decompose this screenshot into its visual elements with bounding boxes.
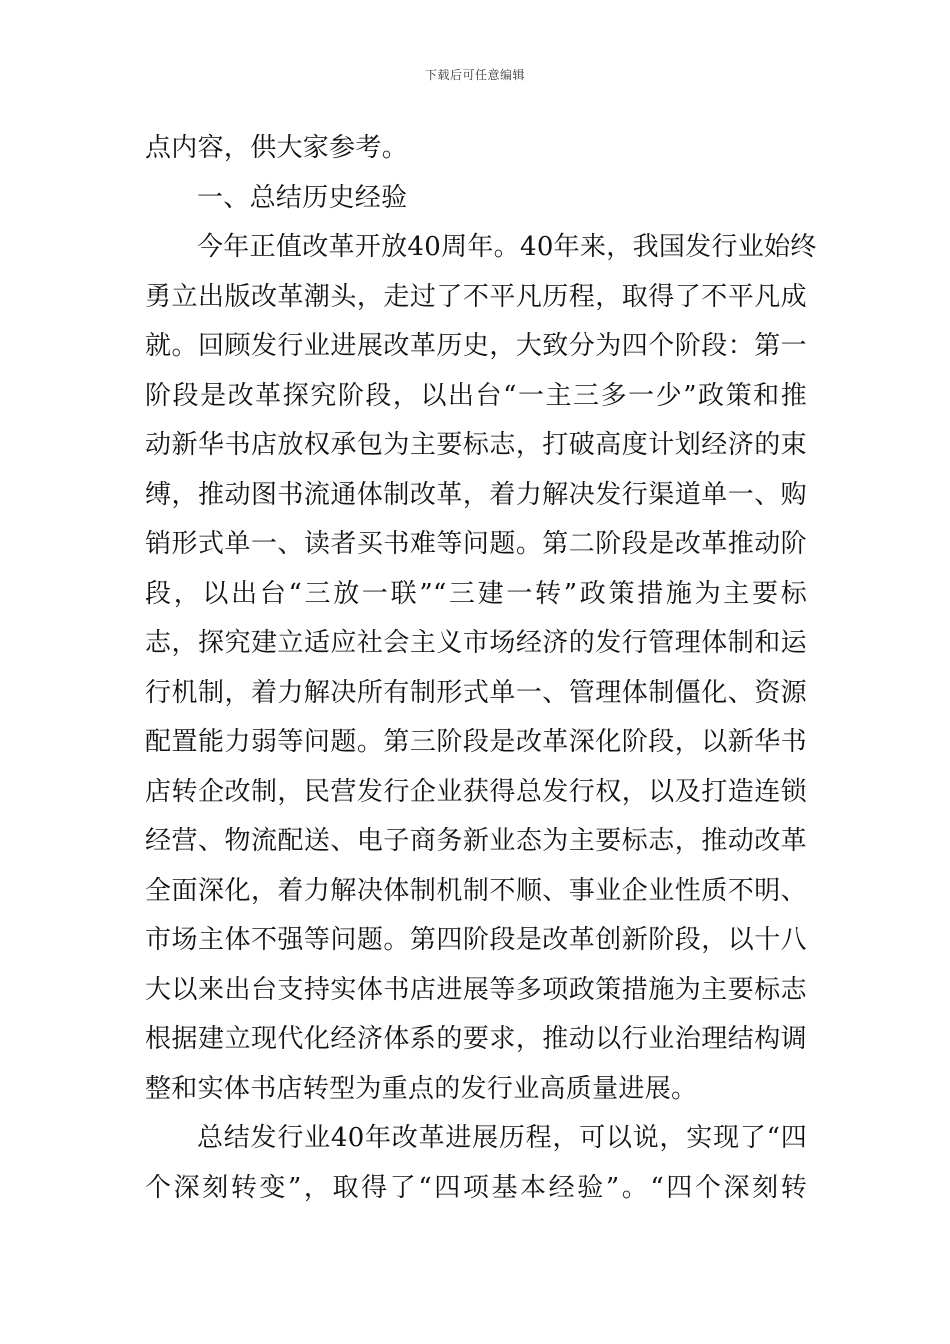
paragraph-line: 段，以出台“三放一联”“三建一转”政策措施为主要标: [145, 578, 807, 609]
paragraph-line: 行机制，着力解决所有制形式单一、管理体制僵化、资源: [145, 677, 807, 708]
paragraph-line: 总结发行业40年改革进展历程，可以说，实现了“四: [197, 1123, 807, 1153]
paragraph-line: 经营、物流配送、电子商务新业态为主要标志，推动改革: [145, 826, 807, 856]
paragraph-line: 动新华书店放权承包为主要标志，打破高度计划经济的束: [145, 430, 807, 460]
paragraph-line: 整和实体书店转型为重点的发行业高质量进展。: [145, 1073, 698, 1104]
document-body: [145, 124, 817, 1213]
paragraph-line: 勇立出版改革潮头，走过了不平凡历程，取得了不平凡成: [145, 281, 807, 312]
paragraph-line: 阶段是改革探究阶段，以出台“一主三多一少”政策和推: [145, 380, 807, 411]
paragraph-line: 店转企改制，民营发行企业获得总发行权，以及打造连锁: [145, 776, 807, 807]
paragraph-line: 就。回顾发行业进展改革历史，大致分为四个阶段：第一: [145, 331, 807, 361]
paragraph-line: 大以来出台支持实体书店进展等多项政策措施为主要标志: [145, 974, 807, 1005]
paragraph-line: 全面深化，着力解决体制机制不顺、事业企业性质不明、: [145, 875, 807, 906]
paragraph-line: 配置能力弱等问题。第三阶段是改革深化阶段，以新华书: [145, 727, 807, 757]
section-heading: 一、总结历史经验: [197, 182, 408, 213]
paragraph-line: 缚，推动图书流通体制改革，着力解决发行渠道单一、购: [145, 479, 807, 510]
header-note: 下载后可任意编辑: [424, 68, 525, 82]
paragraph-line: 今年正值改革开放40周年。40年来，我国发行业始终: [197, 232, 817, 262]
paragraph-line: 个深刻转变”，取得了“四项基本经验”。“四个深刻转: [145, 1172, 807, 1203]
paragraph-line: 志，探究建立适应社会主义市场经济的发行管理体制和运: [145, 628, 807, 658]
paragraph-line: 根据建立现代化经济体系的要求，推动以行业治理结构调: [145, 1024, 807, 1054]
paragraph-line: 市场主体不强等问题。第四阶段是改革创新阶段，以十八: [145, 925, 807, 955]
paragraph-line: 点内容，供大家参考。: [145, 133, 409, 163]
paragraph-line: 销形式单一、读者买书难等问题。第二阶段是改革推动阶: [145, 529, 807, 559]
